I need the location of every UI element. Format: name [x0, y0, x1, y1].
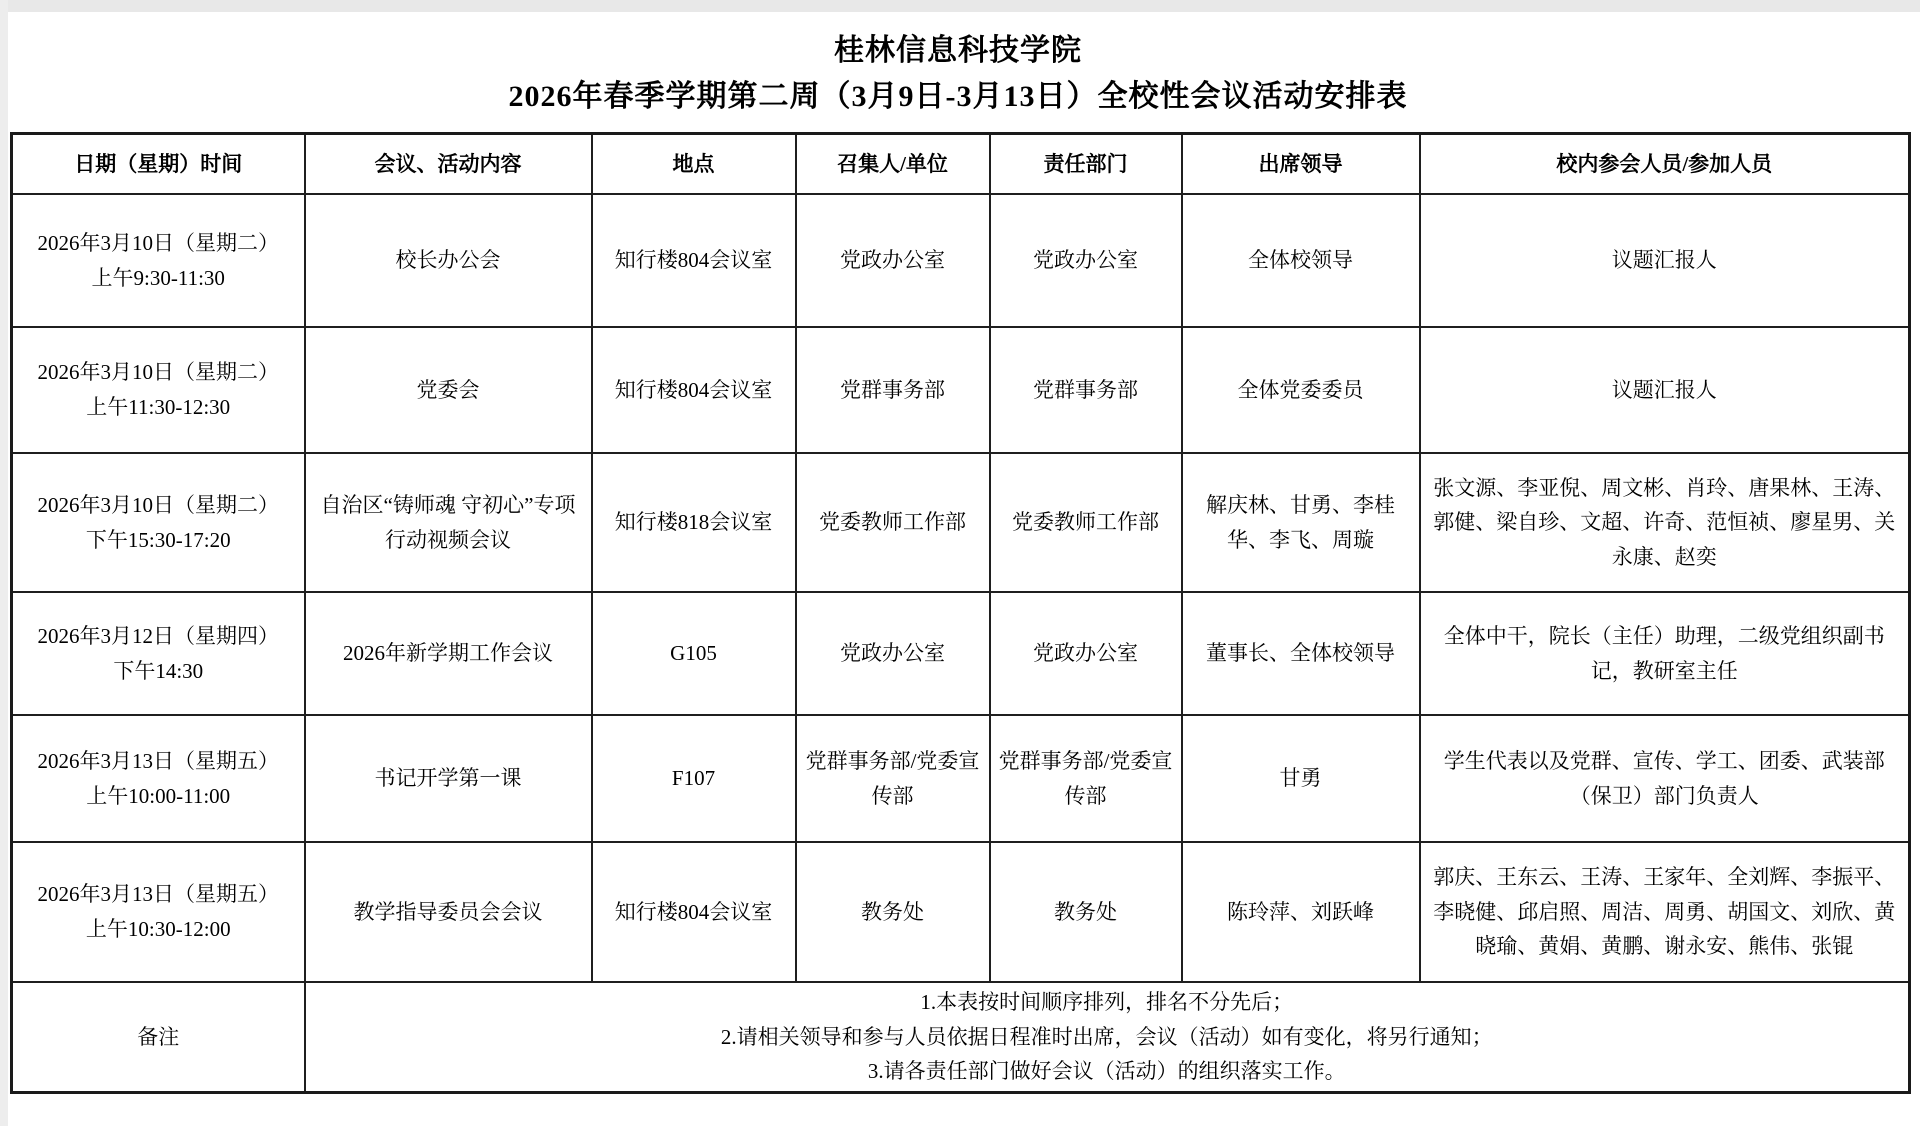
meeting-date: 2026年3月10日（星期二）	[37, 230, 279, 255]
cell-content: 书记开学第一课	[305, 715, 592, 842]
cell-location: 知行楼804会议室	[592, 327, 796, 453]
cell-responsible: 党群事务部	[990, 327, 1182, 453]
cell-convener: 党政办公室	[796, 194, 990, 327]
cell-leaders: 甘勇	[1182, 715, 1420, 842]
cell-datetime	[12, 715, 305, 842]
cell-responsible: 党委教师工作部	[990, 453, 1182, 592]
cell-datetime	[12, 327, 305, 453]
cell-convener: 党委教师工作部	[796, 453, 990, 592]
cell-content: 校长办公会	[305, 194, 592, 327]
meeting-time: 下午14:30	[113, 658, 204, 683]
cell-content: 教学指导委员会会议	[305, 842, 592, 982]
meeting-time: 上午11:30-12:30	[86, 395, 231, 419]
remark-notes	[305, 982, 1910, 1092]
header-leaders: 出席领导	[1182, 134, 1420, 195]
table-body	[12, 194, 1910, 982]
header-location: 地点	[592, 134, 796, 195]
cell-datetime	[12, 453, 305, 592]
cell-participants: 张文源、李亚倪、周文彬、肖玲、唐果林、王涛、郭健、梁自珍、文超、许奇、范恒祯、廖星男、关永康、赵奕	[1420, 453, 1910, 592]
cell-location: 知行楼804会议室	[592, 194, 796, 327]
header-convener: 召集人/单位	[796, 134, 990, 195]
table-row	[12, 327, 1910, 453]
cell-content: 自治区“铸师魂 守初心”专项行动视频会议	[305, 453, 592, 592]
title-line-schedule: 2026年春季学期第二周（3月9日-3月13日）全校性会议活动安排表	[508, 80, 1408, 113]
meeting-date: 2026年3月13日（星期五）	[37, 748, 279, 773]
meeting-schedule-table	[10, 132, 1911, 1094]
window-top-strip	[0, 0, 1920, 12]
cell-leaders: 陈玲萍、刘跃峰	[1182, 842, 1420, 982]
meeting-date: 2026年3月10日（星期二）	[37, 360, 279, 385]
meeting-time: 上午10:00-11:00	[86, 783, 231, 808]
cell-datetime	[12, 592, 305, 715]
cell-convener: 党群事务部	[796, 327, 990, 453]
table-row	[12, 453, 1910, 592]
cell-responsible: 教务处	[990, 842, 1182, 982]
meeting-date: 2026年3月12日（星期四）	[37, 623, 279, 648]
header-datetime: 日期（星期）时间	[12, 134, 305, 195]
meeting-date: 2026年3月10日（星期二）	[37, 492, 279, 517]
document-page	[8, 12, 1920, 1126]
cell-participants: 郭庆、王东云、王涛、王家年、全刘辉、李振平、李晓健、邱启照、周洁、周勇、胡国文、刘欣、黄晓瑜、黄娟、黄鹏、谢永安、熊伟、张锟	[1420, 842, 1910, 982]
meeting-time: 下午15:30-17:20	[85, 527, 231, 552]
document-title	[8, 12, 1908, 120]
cell-participants: 学生代表以及党群、宣传、学工、团委、武装部（保卫）部门负责人	[1420, 715, 1910, 842]
cell-leaders: 董事长、全体校领导	[1182, 592, 1420, 715]
cell-participants: 议题汇报人	[1420, 327, 1910, 453]
cell-location: 知行楼818会议室	[592, 453, 796, 592]
remark-note-2: 2.请相关领导和参与人员依据日程准时出席，会议（活动）如有变化，将另行通知；	[720, 1024, 1493, 1049]
cell-participants: 全体中干，院长（主任）助理，二级党组织副书记，教研室主任	[1420, 592, 1910, 715]
remark-label: 备注	[12, 982, 305, 1092]
cell-leaders: 全体党委委员	[1182, 327, 1420, 453]
header-content: 会议、活动内容	[305, 134, 592, 195]
cell-content: 2026年新学期工作会议	[305, 592, 592, 715]
cell-leaders: 全体校领导	[1182, 194, 1420, 327]
cell-leaders: 解庆林、甘勇、李桂华、李飞、周璇	[1182, 453, 1420, 592]
header-participants: 校内参会人员/参加人员	[1420, 134, 1910, 195]
header-responsible: 责任部门	[990, 134, 1182, 195]
remark-section	[12, 982, 1910, 1092]
meeting-time: 上午10:30-12:00	[85, 917, 231, 941]
table-row	[12, 842, 1910, 982]
cell-convener: 教务处	[796, 842, 990, 982]
cell-datetime	[12, 194, 305, 327]
meeting-date: 2026年3月13日（星期五）	[37, 882, 279, 907]
cell-location: 知行楼804会议室	[592, 842, 796, 982]
table-row	[12, 592, 1910, 715]
remark-note-3: 3.请各责任部门做好会议（活动）的组织落实工作。	[867, 1059, 1346, 1084]
remark-note-1: 1.本表按时间顺序排列，排名不分先后；	[920, 990, 1294, 1014]
cell-datetime	[12, 842, 305, 982]
window-left-strip	[0, 0, 8, 1126]
table-header	[12, 134, 1910, 195]
header-row	[12, 134, 1910, 195]
cell-location: F107	[592, 715, 796, 842]
table-row	[12, 715, 1910, 842]
table-row	[12, 194, 1910, 327]
cell-responsible: 党政办公室	[990, 194, 1182, 327]
cell-responsible: 党群事务部/党委宣传部	[990, 715, 1182, 842]
cell-content: 党委会	[305, 327, 592, 453]
title-line-school: 桂林信息科技学院	[834, 34, 1082, 67]
cell-location: G105	[592, 592, 796, 715]
meeting-time: 上午9:30-11:30	[91, 265, 225, 290]
remark-row	[12, 982, 1910, 1092]
cell-convener: 党政办公室	[796, 592, 990, 715]
cell-responsible: 党政办公室	[990, 592, 1182, 715]
cell-participants: 议题汇报人	[1420, 194, 1910, 327]
cell-convener: 党群事务部/党委宣传部	[796, 715, 990, 842]
